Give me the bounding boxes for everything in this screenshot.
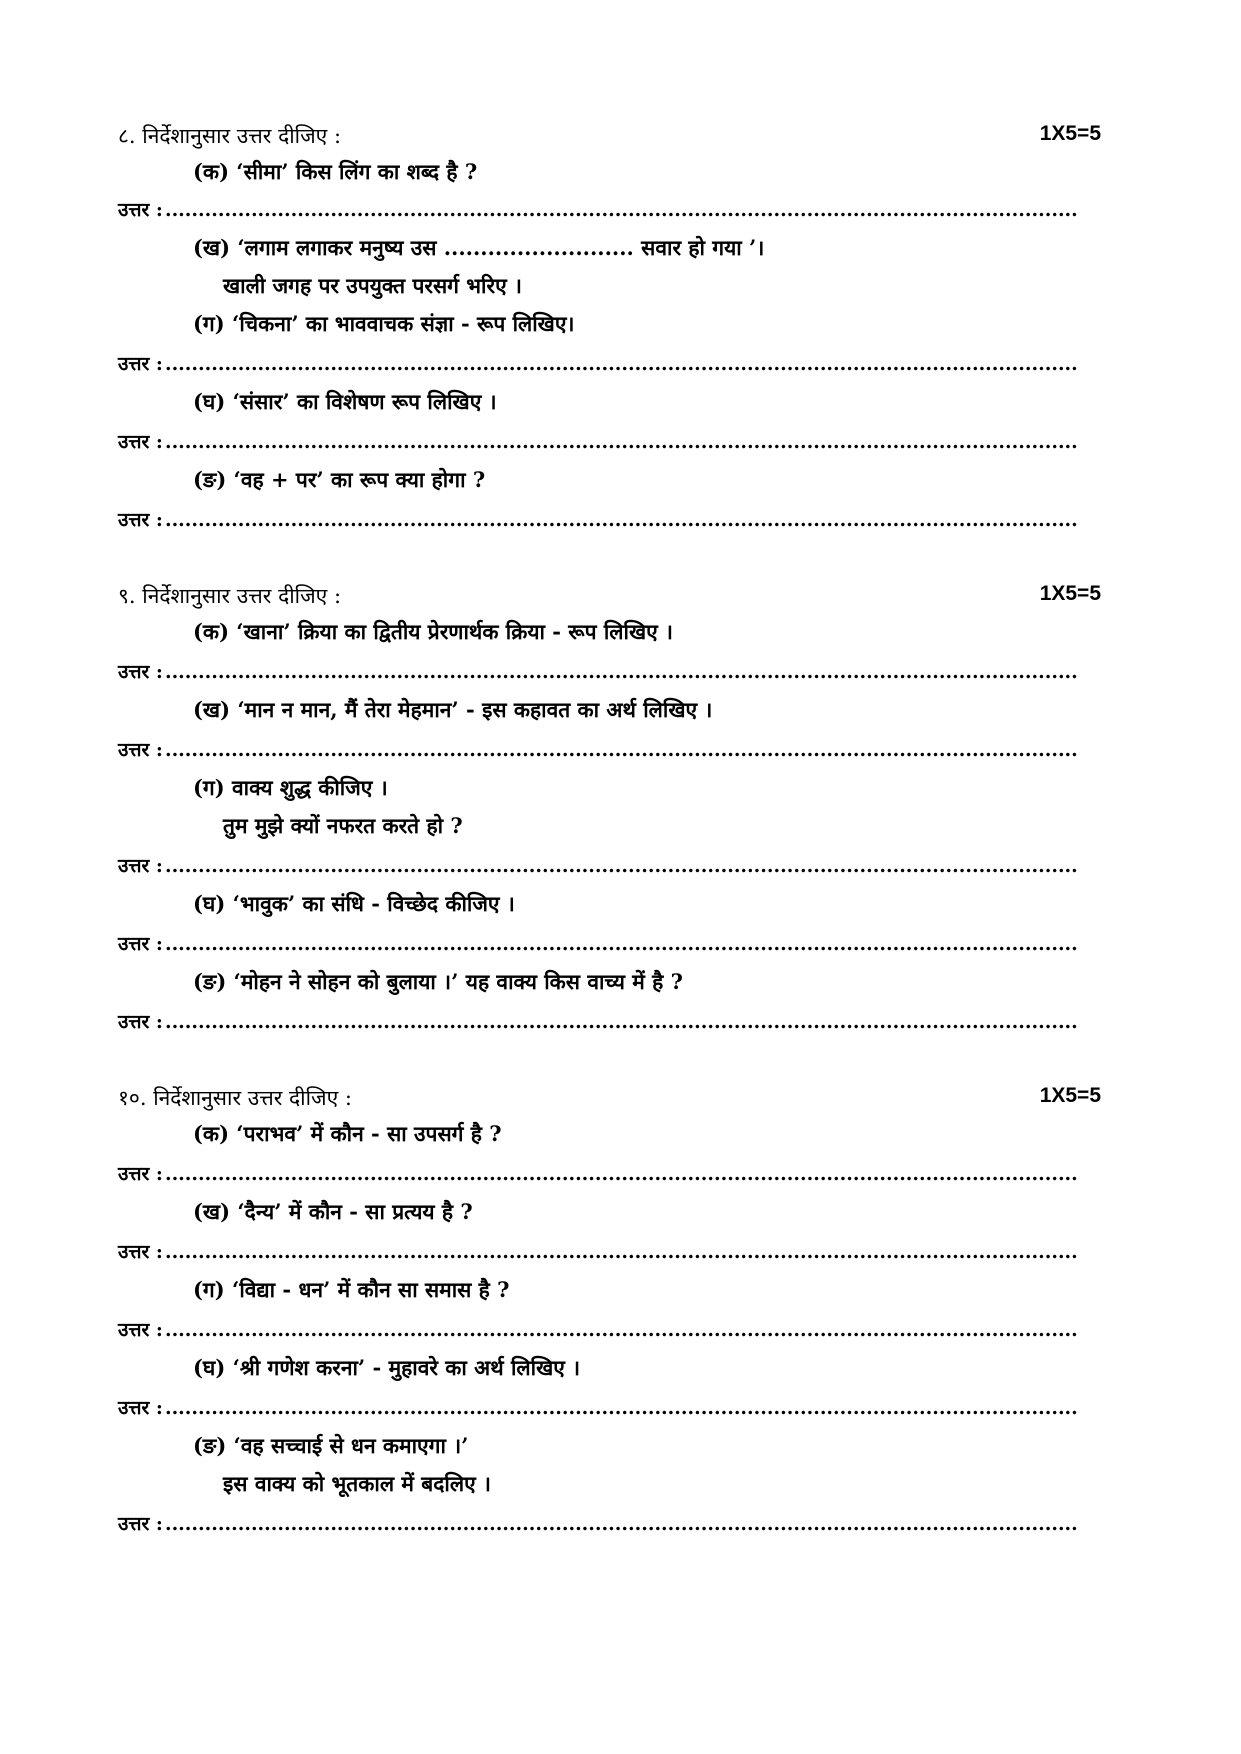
answer-line: उत्तर : ..... (118, 1316, 1078, 1342)
sub-question: (ङ) ‘वह + पर’ का रूप क्या होगा ? (193, 467, 486, 492)
marks-label: 1X5=5 (1039, 582, 1101, 605)
answer-line: उत्तर : ..... (118, 506, 1078, 532)
sub-question: (ङ) ‘वह सच्चाई से धन कमाएगा ।’ (193, 1433, 469, 1458)
sub-question: (क) ‘खाना’ क्रिया का द्वितीय प्रेरणार्थक क्रिया - रूप लिखिए । (193, 619, 674, 644)
sub-question-instruction: इस वाक्य को भूतकाल में बदलिए । (223, 1471, 491, 1496)
sub-question: (क) ‘सीमा’ किस लिंग का शब्द है ? (193, 159, 478, 184)
answer-line: उत्तर : ..... (118, 736, 1078, 762)
question-heading: १०. निर्देशानुसार उत्तर दीजिए : (118, 1086, 352, 1110)
sub-question: (घ) ‘भावुक’ का संधि - विच्छेद कीजिए । (193, 891, 515, 916)
sub-question: (ङ) ‘मोहन ने सोहन को बुलाया ।’ यह वाक्य किस वाच्य में है ? (193, 969, 683, 994)
sub-question: (ग) वाक्य शुद्ध कीजिए । (193, 775, 388, 800)
sub-question: (घ) ‘श्री गणेश करना’ - मुहावरे का अर्थ लिखिए । (193, 1355, 581, 1380)
sub-question: (घ) ‘संसार’ का विशेषण रूप लिखिए । (193, 389, 497, 414)
answer-line: उत्तर : ..... (118, 428, 1078, 454)
sub-question: (ख) ‘लगाम लगाकर मनुष्य उस .......................... सवार हो गया ’। (193, 235, 765, 260)
question-heading: ८. निर्देशानुसार उत्तर दीजिए : (118, 124, 342, 148)
sub-question: (ग) ‘विद्या - धन’ में कौन सा समास है ? (193, 1277, 510, 1302)
answer-line: उत्तर : ..... (118, 658, 1078, 684)
answer-line: उत्तर : ..... (118, 1008, 1078, 1034)
answer-line: उत्तर : ..... (118, 852, 1078, 878)
sub-question: (क) ‘पराभव’ में कौन - सा उपसर्ग है ? (193, 1121, 502, 1146)
answer-line: उत्तर : ..... (118, 196, 1078, 222)
answer-line: उत्तर : ..... (118, 1160, 1078, 1186)
question-heading: ९. निर्देशानुसार उत्तर दीजिए : (118, 584, 342, 608)
marks-label: 1X5=5 (1039, 1084, 1101, 1107)
sub-question: (ख) ‘मान न मान, मैं तेरा मेहमान’ - इस कहावत का अर्थ लिखिए । (193, 697, 713, 722)
sub-question: (ख) ‘दैन्य’ में कौन - सा प्रत्यय है ? (193, 1199, 473, 1224)
marks-label: 1X5=5 (1039, 122, 1101, 145)
answer-line: उत्तर : ..... (118, 350, 1078, 376)
answer-line: उत्तर : ..... (118, 930, 1078, 956)
sub-question-instruction: खाली जगह पर उपयुक्त परसर्ग भरिए । (223, 273, 522, 298)
answer-line: उत्तर : ..... (118, 1394, 1078, 1420)
sub-question-sentence: तुम मुझे क्यों नफरत करते हो ? (223, 813, 463, 838)
answer-line: उत्तर : ..... (118, 1238, 1078, 1264)
answer-line: उत्तर : ..... (118, 1510, 1078, 1536)
sub-question: (ग) ‘चिकना’ का भाववाचक संज्ञा - रूप लिखिए। (193, 311, 575, 336)
